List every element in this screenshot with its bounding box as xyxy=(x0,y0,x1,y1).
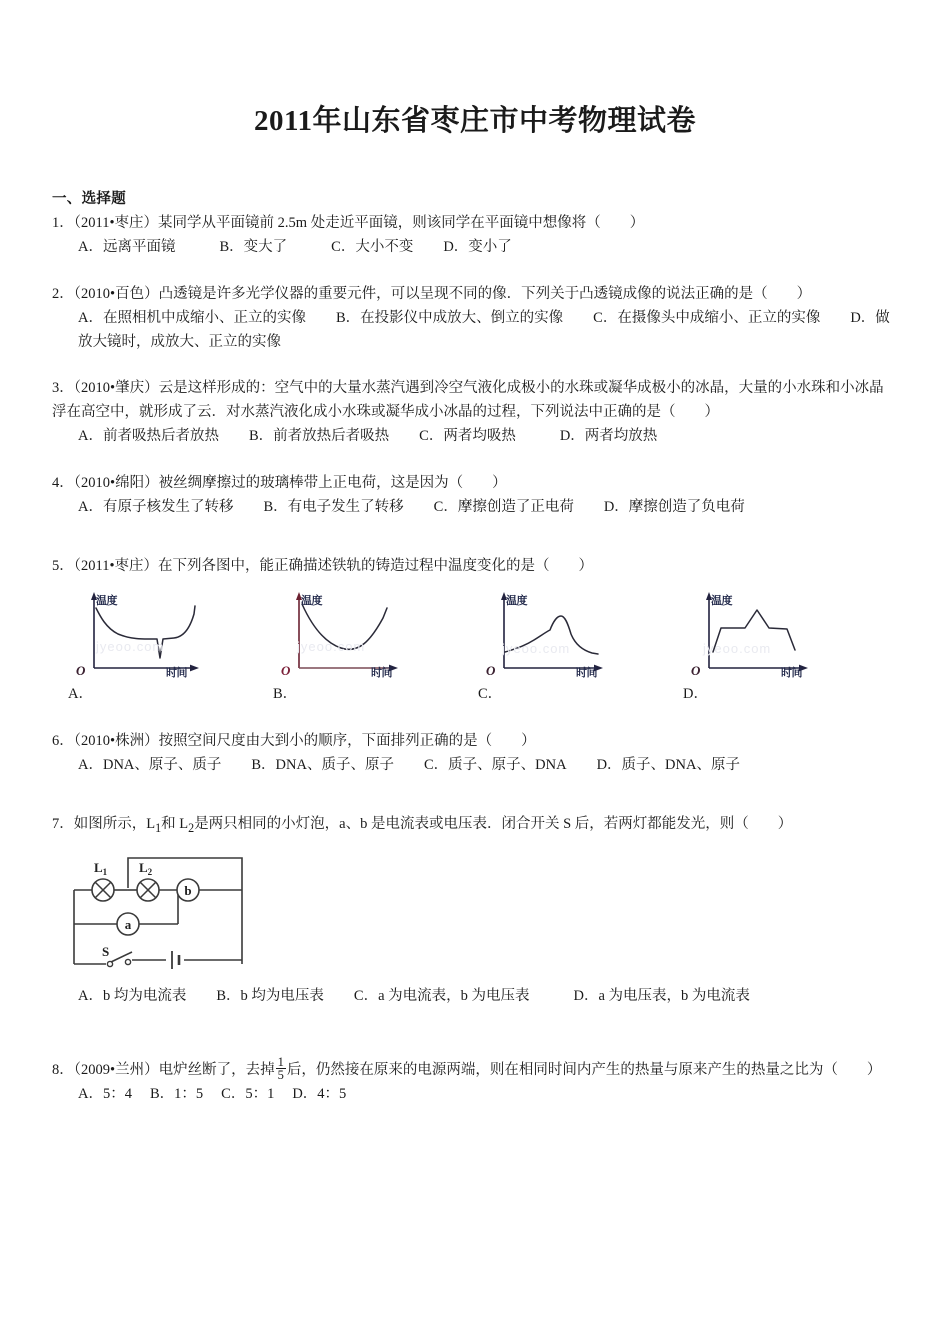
question-2-stem xyxy=(52,283,898,306)
question-4-option-c[interactable]: C．摩擦创造了正电荷 xyxy=(433,499,574,516)
question-5-graph-row xyxy=(52,590,898,706)
meter-b-icon xyxy=(177,879,199,901)
question-8-option-c[interactable]: C．5：1 xyxy=(221,1086,275,1103)
watermark-d: jyeoo.com xyxy=(703,641,772,657)
graph-c-ylabel: 温度 xyxy=(506,594,527,608)
switch-icon xyxy=(107,952,132,967)
graph-option-d[interactable] xyxy=(677,590,882,706)
watermark-a: jyeoo.com xyxy=(96,639,165,655)
question-7-option-b[interactable]: B．b 均为电压表 xyxy=(216,988,324,1005)
meter-a-icon xyxy=(117,913,139,935)
question-1-option-b[interactable]: B．变大了 xyxy=(219,239,288,256)
question-8-option-b[interactable]: B．1：5 xyxy=(149,1086,204,1103)
question-8-text-a: （2009•兰州）电炉丝断了，去掉 xyxy=(73,1061,275,1078)
question-3 xyxy=(52,377,898,448)
graph-b-origin: O xyxy=(281,663,291,679)
graph-a-xlabel: 时间 xyxy=(166,666,187,680)
question-3-option-c[interactable]: C．两者均吸热 xyxy=(419,428,516,445)
question-1-option-c[interactable]: C．大小不变 xyxy=(331,239,414,256)
question-7-text-c: 是两只相同的小灯泡，a、b 是电流表或电压表．闭合开关 S 后，若两灯都能发光，则（ ） xyxy=(194,815,793,832)
question-2 xyxy=(52,283,898,354)
fraction-one-fifth xyxy=(276,1056,286,1083)
page-title: 2011年山东省枣庄市中考物理试卷 xyxy=(254,105,696,137)
question-8-stem xyxy=(52,1056,898,1083)
question-7-stem xyxy=(52,813,898,838)
question-1 xyxy=(52,212,898,260)
question-8-options xyxy=(52,1083,898,1106)
meter-b-label: b xyxy=(184,883,192,899)
question-2-number: 2． xyxy=(52,285,74,302)
question-7-lamp1-subscript: 1 xyxy=(155,820,162,835)
meter-a-label: a xyxy=(124,917,132,933)
question-1-option-a[interactable]: A．远离平面镜 xyxy=(78,239,176,256)
question-3-number: 3． xyxy=(52,380,74,397)
question-3-options xyxy=(52,425,898,448)
question-4-option-a[interactable]: A．有原子核发生了转移 xyxy=(78,499,234,516)
question-7-circuit-diagram xyxy=(52,852,898,984)
question-3-stem xyxy=(52,377,898,424)
question-1-number: 1． xyxy=(52,215,74,231)
graph-d-xlabel: 时间 xyxy=(781,666,802,680)
question-7-number: 7． xyxy=(52,815,74,832)
question-3-option-a[interactable]: A．前者吸热后者放热 xyxy=(78,428,219,445)
graph-b-xlabel: 时间 xyxy=(371,666,392,680)
switch-label: S xyxy=(102,944,110,960)
graph-a-label: A． xyxy=(68,686,93,703)
question-6-options xyxy=(52,754,898,777)
battery-icon xyxy=(172,951,179,969)
circuit-svg xyxy=(66,852,316,980)
question-1-stem xyxy=(52,212,898,235)
question-1-option-d[interactable]: D．变小了 xyxy=(443,239,512,256)
question-2-option-a[interactable]: A．在照相机中成缩小、正立的实像 xyxy=(78,310,306,327)
question-3-text: （2010•肇庆）云是这样形成的：空气中的大量水蒸汽遇到冷空气液化成极小的水珠或凝华成极小的冰晶，大量的小水珠和小冰晶浮在高空中，就形成了云．对水蒸汽液化成小水珠或凝华成小冰晶的过程，下列说法中正确的是（ ） xyxy=(52,380,884,420)
graph-d-label: D． xyxy=(683,686,708,703)
question-5 xyxy=(52,555,898,707)
question-2-text: （2010•百色）凸透镜是许多光学仪器的重要元件，可以呈现不同的像．下列关于凸透镜成像的说法正确的是（ ） xyxy=(73,285,812,302)
graph-b-ylabel: 温度 xyxy=(301,594,322,608)
question-7-text-b: 和 L xyxy=(161,815,189,832)
graph-c-plot xyxy=(472,590,662,682)
question-6-option-d[interactable]: D．质子、DNA、原子 xyxy=(596,757,740,774)
graph-c-origin: O xyxy=(486,663,496,679)
fraction-denominator: 5 xyxy=(277,1068,284,1083)
graph-a-origin: O xyxy=(76,663,86,679)
question-4-stem xyxy=(52,472,898,495)
graph-b-svg xyxy=(267,590,457,682)
graph-option-a[interactable] xyxy=(62,590,267,706)
question-1-options xyxy=(52,236,898,259)
graph-d-origin: O xyxy=(691,663,701,679)
lamp-l2-icon xyxy=(137,879,159,901)
question-6 xyxy=(52,730,898,778)
question-6-option-b[interactable]: B．DNA、质子、原子 xyxy=(251,757,394,774)
graph-option-b[interactable] xyxy=(267,590,472,706)
question-6-option-c[interactable]: C．质子、原子、DNA xyxy=(423,757,567,774)
graph-c-xlabel: 时间 xyxy=(576,666,597,680)
question-8 xyxy=(52,1056,898,1107)
graph-a-ylabel: 温度 xyxy=(96,594,117,608)
graph-c-label: C． xyxy=(478,686,503,703)
question-2-option-d[interactable]: D．做放大镜时，成放大、正立的实像 xyxy=(78,310,890,350)
question-4-option-b[interactable]: B．有电子发生了转移 xyxy=(263,499,404,516)
graph-c-svg xyxy=(472,590,662,682)
question-7 xyxy=(52,813,898,1009)
graph-a-svg xyxy=(62,590,252,682)
question-2-option-b[interactable]: B．在投影仪中成放大、倒立的实像 xyxy=(335,310,564,327)
question-1-text: （2011•枣庄）某同学从平面镜前 2.5m 处走近平面镜，则该同学在平面镜中想像将（ ） xyxy=(73,215,645,231)
question-3-option-d[interactable]: D．两者均放热 xyxy=(559,428,658,445)
question-6-option-a[interactable]: A．DNA、原子、质子 xyxy=(78,757,222,774)
question-8-option-d[interactable]: D．4：5 xyxy=(292,1086,347,1103)
question-7-option-c[interactable]: C．a 为电流表，b 为电压表 xyxy=(353,988,530,1005)
question-2-options xyxy=(52,307,898,354)
lamp-l1-label: $L_1$ xyxy=(94,860,108,878)
graph-d-ylabel: 温度 xyxy=(711,594,732,608)
fraction-numerator: 1 xyxy=(277,1054,284,1069)
question-7-option-a[interactable]: A．b 均为电流表 xyxy=(78,988,187,1005)
question-5-stem xyxy=(52,555,898,578)
graph-b-plot xyxy=(267,590,457,682)
question-4-text: （2010•绵阳）被丝绸摩擦过的玻璃棒带上正电荷，这是因为（ ） xyxy=(73,474,507,491)
question-6-text: （2010•株洲）按照空间尺度由大到小的顺序，下面排列正确的是（ ） xyxy=(73,732,536,749)
lamp-l2-label: $L_2$ xyxy=(139,860,153,878)
question-7-lamp2-subscript: 2 xyxy=(188,820,195,835)
question-7-option-d[interactable]: D．a 为电压表，b 为电流表 xyxy=(573,988,750,1005)
lamp-l1-icon xyxy=(92,879,114,901)
question-8-option-a[interactable]: A．5：4 xyxy=(78,1086,132,1103)
question-4-number: 4． xyxy=(52,474,74,491)
graph-d-plot xyxy=(677,590,867,682)
question-2-option-c[interactable]: C．在摄像头中成缩小、正立的实像 xyxy=(593,310,821,327)
graph-d-svg xyxy=(677,590,867,682)
watermark-c: jyeoo.com xyxy=(502,641,571,657)
question-3-option-b[interactable]: B．前者放热后者吸热 xyxy=(248,428,390,445)
graph-option-c[interactable] xyxy=(472,590,677,706)
question-4-option-d[interactable]: D．摩擦创造了负电荷 xyxy=(603,499,745,516)
question-6-stem xyxy=(52,730,898,753)
question-8-text-b: 后，仍然接在原来的电源两端，则在相同时间内产生的热量与原来产生的热量之比为（ ） xyxy=(286,1061,882,1078)
question-5-text: （2011•枣庄）在下列各图中，能正确描述铁轨的铸造过程中温度变化的是（ ） xyxy=(73,557,594,574)
question-7-text-a: 如图所示，L xyxy=(73,815,156,832)
question-7-options xyxy=(52,985,898,1008)
graph-a-plot xyxy=(62,590,252,682)
question-6-number: 6． xyxy=(52,732,74,749)
question-5-number: 5． xyxy=(52,557,74,574)
question-8-number: 8． xyxy=(52,1061,74,1078)
section-heading: 一、选择题 xyxy=(52,191,126,207)
watermark-b: jyeoo.com xyxy=(297,639,366,655)
question-4-options xyxy=(52,496,898,519)
question-4 xyxy=(52,472,898,520)
graph-b-label: B． xyxy=(273,686,298,703)
